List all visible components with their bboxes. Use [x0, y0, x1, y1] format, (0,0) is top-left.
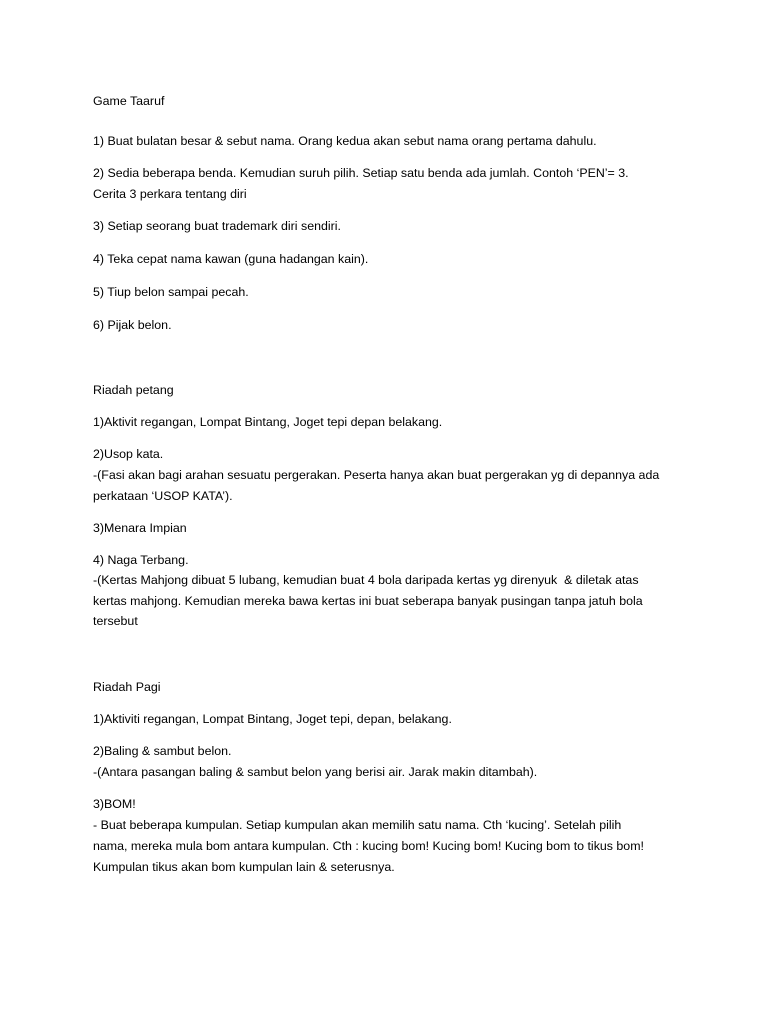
list-item: 1)Aktivit regangan, Lompat Bintang, Joget tepi depan belakang.	[93, 415, 443, 429]
list-item: 2)Usop kata.	[93, 447, 164, 461]
list-item: 3) Setiap seorang buat trademark diri sendiri.	[93, 219, 341, 233]
list-item-detail: -(Antara pasangan baling & sambut belon yang berisi air. Jarak makin ditambah).	[93, 765, 538, 779]
list-item-continuation: Cerita 3 perkara tentang diri	[93, 187, 247, 201]
list-item: 2) Sedia beberapa benda. Kemudian suruh pilih. Setiap satu benda ada jumlah. Contoh ‘PEN’= 3.	[93, 166, 629, 180]
list-item: 6) Pijak belon.	[93, 318, 172, 332]
list-item-continuation: kertas mahjong. Kemudian mereka bawa kertas ini buat seberapa banyak pusingan tanpa jatuh bola	[93, 594, 643, 608]
list-item-detail: - Buat beberapa kumpulan. Setiap kumpulan akan memilih satu nama. Cth ‘kucing’. Setelah pilih	[93, 818, 622, 832]
list-item: 1) Buat bulatan besar & sebut nama. Orang kedua akan sebut nama orang pertama dahulu.	[93, 134, 597, 148]
section-heading-riadah-pagi: Riadah Pagi	[93, 680, 161, 694]
list-item-continuation: Kumpulan tikus akan bom kumpulan lain & seterusnya.	[93, 860, 395, 874]
section-heading-game-taaruf: Game Taaruf	[93, 94, 165, 108]
list-item-detail: -(Kertas Mahjong dibuat 5 lubang, kemudian buat 4 bola daripada kertas yg direnyuk & diletak atas	[93, 573, 639, 587]
section-heading-riadah-petang: Riadah petang	[93, 383, 174, 397]
list-item: 3)BOM!	[93, 797, 136, 811]
list-item: 2)Baling & sambut belon.	[93, 744, 232, 758]
list-item: 4) Naga Terbang.	[93, 553, 189, 567]
list-item-continuation: perkataan ‘USOP KATA’).	[93, 489, 233, 503]
list-item: 5) Tiup belon sampai pecah.	[93, 285, 249, 299]
list-item-continuation: nama, mereka mula bom antara kumpulan. Cth : kucing bom! Kucing bom! Kucing bom to tikus bom!	[93, 839, 644, 853]
list-item: 1)Aktiviti regangan, Lompat Bintang, Joget tepi, depan, belakang.	[93, 712, 452, 726]
list-item-detail: -(Fasi akan bagi arahan sesuatu pergerakan. Peserta hanya akan buat pergerakan yg di depannya ada	[93, 468, 660, 482]
list-item: 3)Menara Impian	[93, 521, 187, 535]
list-item-continuation: tersebut	[93, 614, 138, 628]
list-item: 4) Teka cepat nama kawan (guna hadangan kain).	[93, 252, 369, 266]
